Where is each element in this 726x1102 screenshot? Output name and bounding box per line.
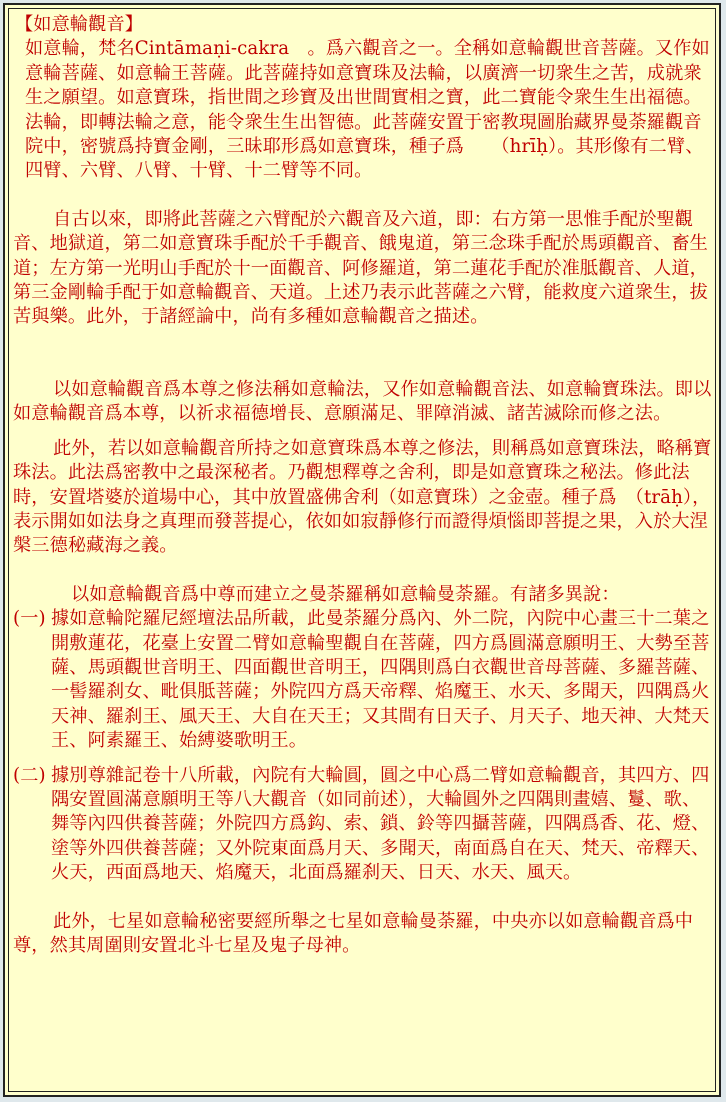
spacer	[13, 886, 713, 910]
article-body	[13, 13, 713, 958]
article-title: 【如意輪觀音】	[15, 14, 144, 35]
paragraph-intro: 如意輪，梵名Cintāmaṇi-cakra 。爲六觀音之一。全稱如意輪觀世音菩薩。又作如意輪菩薩、如意輪王菩薩。此菩薩持如意寶珠及法輪，以廣濟一切衆生之苦，成就衆生之願望。如意寶珠，指世間之珍寶及出世間實相之寶，此二寶能令衆生生出福德。法輪，即轉法輪之意，能令衆生生出智德。此菩薩安置于密教現圖胎藏界曼荼羅觀音院中，密號爲持寶金剛，三昧耶形爲如意寶珠，種子爲 （hrīḥ）。其形像有二臂、四臂、六臂、八臂、十臂、十二臂等不同。	[25, 38, 710, 182]
list-item	[13, 764, 713, 886]
list-item-text: 據別尊雜記卷十八所載，內院有大輪圓，圓之中心爲二臂如意輪觀音，其四方、四隅安置圓滿意願明王等八大觀音（如同前述），大輪圓外之四隅則畫嬉、鬘、歌、舞等內四供養菩薩；外院四方爲鈎、索、鎖、鈴等四攝菩薩，四隅爲香、花、燈、塗等外四供養菩薩；又外院東面爲月天、多聞天，南面爲自在天、梵天、帝釋天、火天，西面爲地天、焰魔天，北面爲羅刹天、日天、水天、風天。	[51, 764, 710, 884]
list-number: (一)	[13, 608, 46, 630]
paragraph-seven-stars: 此外，七星如意輪秘密要經所舉之七星如意輪曼荼羅，中央亦以如意輪觀音爲中尊，然其周圍則安置北斗七星及鬼子母神。	[13, 910, 694, 956]
paragraph-ritual: 以如意輪觀音爲本尊之修法稱如意輪法，又作如意輪觀音法、如意輪寶珠法。即以如意輪觀音爲本尊，以祈求福德增長、意願滿足、罪障消滅、諸苦滅除而修之法。	[13, 378, 712, 425]
spacer	[13, 330, 713, 378]
spacer	[13, 754, 713, 764]
spacer	[13, 559, 713, 583]
list-number: (二)	[13, 764, 46, 786]
list-item-text: 據如意輪陀羅尼經壇法品所載，此曼荼羅分爲內、外二院，內院中心畫三十二葉之開敷蓮花，花臺上安置二臂如意輪聖觀自在菩薩，四方爲圓滿意願明王、大勢至菩薩、馬頭觀世音明王、四面觀世音明王，四隅則爲白衣觀世音母菩薩、多羅菩薩、一髻羅刹女、毗俱胝菩薩；外院四方爲天帝釋、焰魔王、水天、多聞天，四隅爲火天神、羅刹王、風天王、大自在天王；又其間有日天子、月天子、地天神、大梵天王、阿素羅王、始縛婆歌明王。	[51, 608, 710, 752]
spacer	[13, 184, 713, 208]
paragraph-six-arms: 自古以來，即將此菩薩之六臂配於六觀音及六道，即：右方第一思惟手配於聖觀音、地獄道，第二如意寶珠手配於千手觀音、餓鬼道，第三念珠手配於馬頭觀音、畜生道；左方第一光明山手配於十一面觀音、阿修羅道，第二蓮花手配於准胝觀音、人道，第三金剛輪手配于如意輪觀音、天道。上述乃表示此菩薩之六臂，能救度六道衆生，拔苦與樂。此外，于諸經論中，尚有多種如意輪觀音之描述。	[13, 208, 708, 328]
paragraph-mandala-intro: 以如意輪觀音爲中尊而建立之曼荼羅稱如意輪曼荼羅。有諸多異說：	[71, 583, 620, 605]
list-item	[13, 607, 713, 753]
spacer	[13, 427, 713, 437]
paragraph-jewel-ritual: 此外，若以如意輪觀音所持之如意寶珠爲本尊之修法，則稱爲如意寶珠法，略稱寶珠法。此法爲密教中之最深秘者。乃觀想釋尊之舍利，即是如意寶珠之秘法。修此法時，安置塔婆於道場中心，其中放置盛佛舍利（如意寶珠）之金壺。種子爲 （trāḥ），表示開如如法身之真理而發菩提心，依如如寂靜修行而證得煩惱即菩提之果，入於大涅槃三德秘藏海之義。	[13, 437, 712, 557]
page-frame	[3, 3, 721, 1097]
